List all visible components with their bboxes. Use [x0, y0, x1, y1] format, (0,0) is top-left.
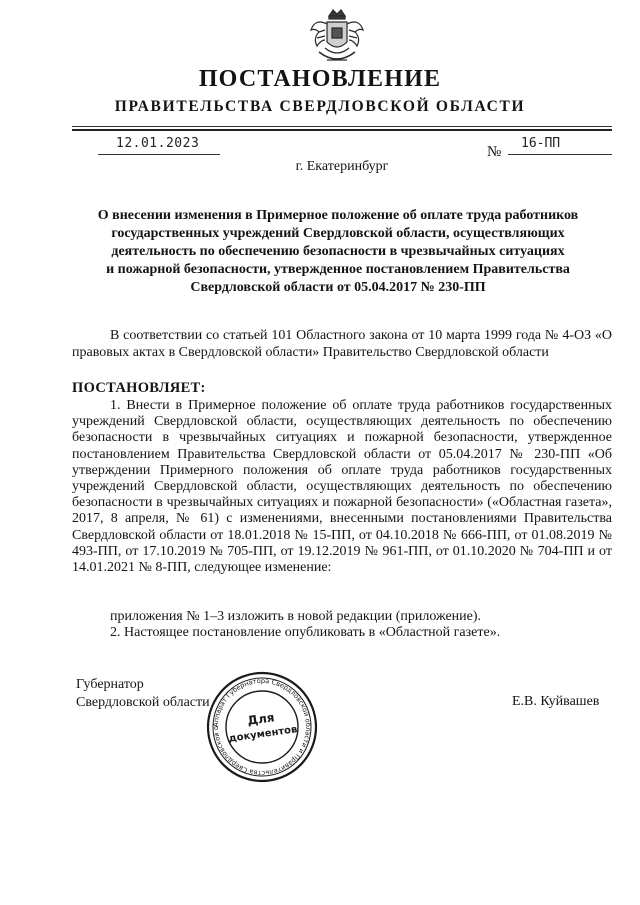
signatory-title-line: Губернатор	[76, 677, 144, 692]
coat-of-arms-icon	[305, 8, 369, 70]
document-title: ПОСТАНОВЛЕНИЕ	[198, 66, 442, 92]
heading-line: государственных учреждений Свердловской области, осуществляющих	[111, 226, 565, 241]
heading-line: деятельность по обеспечению безопасности в чрезвычайных ситуациях	[111, 244, 565, 259]
signatory-title	[76, 676, 210, 712]
item-1-paragraph	[72, 398, 612, 576]
signatory-name: Е.В. Куйвашев	[512, 694, 600, 709]
round-seal-icon	[205, 670, 319, 784]
item-1-text: 1. Внести в Примерное положение об оплате труда работников государственных учреждений Свердловской области, осуществляющих деятельность по обеспечению безопасности в чрезвычайных ситуациях и пожарной безопасности, утвержденное постановлением Правительства Свердловской области от 05.04.2017 № 230-ПП «Об утверждении Примерного положения об оплате труда работников государственных учреждений Свердловской области, осуществляющих деятельность по обеспечению безопасности в чрезвычайных ситуациях и пожарной безопасности» («Областная газета», 2017, 8 апреля, № 61) с изменениями, внесенными постановлениями Правительства Свердловской области от 18.01.2018 № 15-ПП, от 04.10.2018 № 666-ПП, от 01.08.2019 № 493-ПП, от 17.10.2019 № 705-ПП, от 19.12.2019 № 961-ПП, от 01.10.2020 № 704-ПП и от 14.01.2021 № 8-ПП, следующее изменение:	[72, 398, 612, 576]
preamble-paragraph	[72, 328, 612, 361]
city: г. Екатеринбург	[295, 159, 389, 174]
issuer-name: ПРАВИТЕЛЬСТВА СВЕРДЛОВСКОЙ ОБЛАСТИ	[114, 98, 526, 115]
number-underline	[508, 154, 612, 155]
preamble-text: В соответствии со статьей 101 Областного закона от 10 марта 1999 года № 4-ОЗ «О правовых актах в Свердловской области» Правительство Свердловской области	[72, 328, 612, 360]
stamp-center-line: Для	[246, 710, 276, 728]
signatory-title-line: Свердловской области	[76, 695, 210, 710]
heading-line: О внесении изменения в Примерное положение об оплате труда работников	[97, 208, 579, 223]
document-heading	[78, 207, 598, 297]
stamp-ring-text: Аппарат Губернатора Свердловской области и Правительства Свердловской о	[211, 676, 313, 778]
document-date: 12.01.2023	[116, 136, 200, 151]
number-sign: №	[487, 144, 502, 160]
stamp-center-line: документов	[228, 724, 299, 745]
item-2-paragraph: 2. Настоящее постановление опубликовать в «Областной газете».	[110, 625, 501, 640]
heading-line: Свердловской области от 05.04.2017 № 230-ПП	[190, 280, 486, 295]
date-underline	[98, 154, 220, 155]
item-1-change: приложения № 1–3 изложить в новой редакции (приложение).	[110, 609, 482, 624]
header-rule	[72, 126, 612, 127]
decree-word: ПОСТАНОВЛЯЕТ:	[72, 380, 206, 396]
header-rule-thick	[72, 129, 612, 131]
heading-line: и пожарной безопасности, утвержденное постановлением Правительства	[106, 262, 570, 277]
document-number: 16-ПП	[521, 136, 561, 151]
